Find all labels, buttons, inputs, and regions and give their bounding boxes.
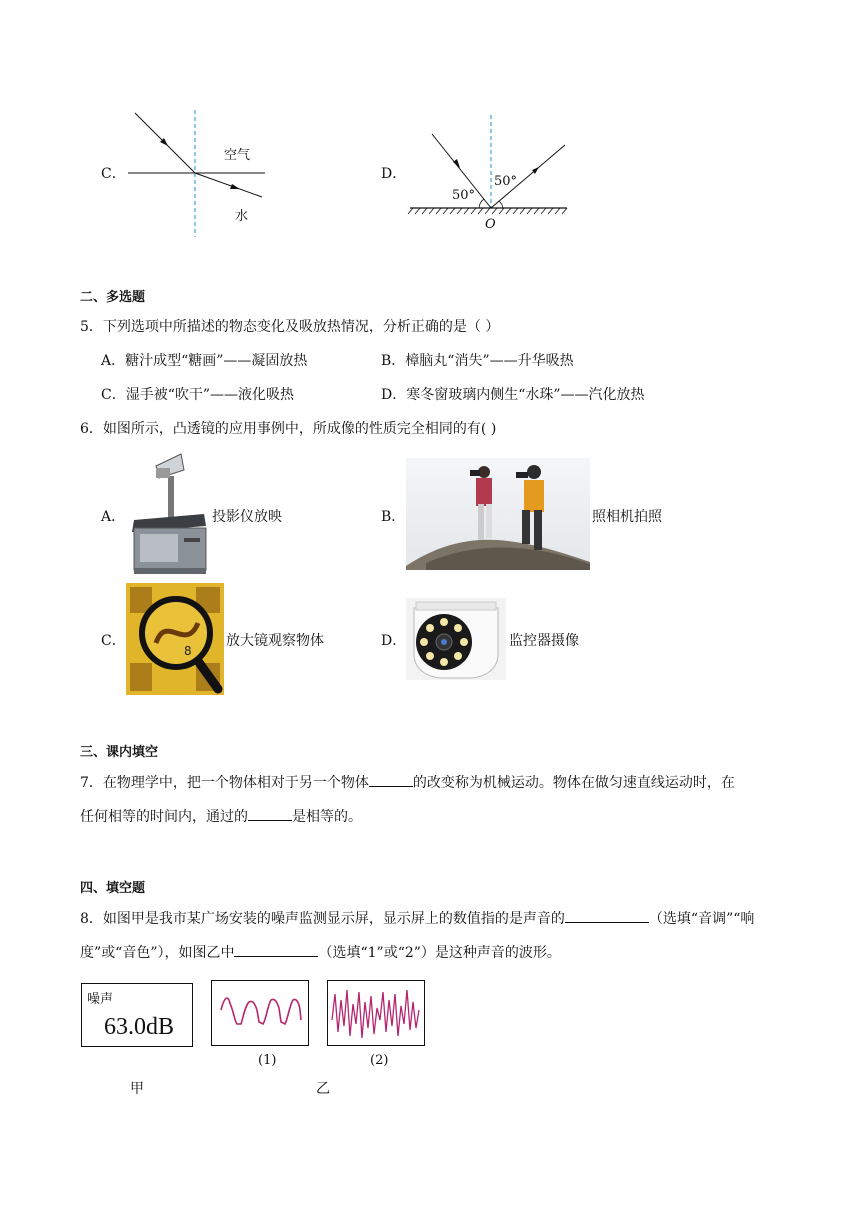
refraction-diagram xyxy=(120,105,280,240)
refracted-arrow xyxy=(230,184,240,189)
q5-option-c: C．湿手被“吹干”——液化吸热 xyxy=(101,387,295,403)
angle-right-label: 50° xyxy=(494,174,518,189)
q6-option-c-label: 放大镜观察物体 xyxy=(226,633,324,649)
angle-left-label: 50° xyxy=(452,188,476,203)
section-title-fill-in: 四、填空题 xyxy=(80,881,146,896)
waveform-1-label: (1) xyxy=(258,1053,277,1068)
q7-text-4: 是相等的。 xyxy=(292,809,362,825)
q8-text-2: （选填“音调”“响 xyxy=(648,911,755,927)
q8-text-1: 8．如图甲是我市某广场安装的噪声监测显示屏，显示屏上的数值指的是声音的 xyxy=(80,911,565,927)
mirror-hatching xyxy=(408,208,567,214)
q7-text-1: 7．在物理学中，把一个物体相对于另一个物体 xyxy=(80,775,369,791)
q6-option-a-letter: A． xyxy=(101,509,126,525)
noise-display xyxy=(81,983,193,1047)
q8-line-2 xyxy=(80,942,561,963)
q8-blank-1[interactable] xyxy=(565,908,649,923)
projector-image xyxy=(126,448,208,578)
figure-jia-label: 甲 xyxy=(130,1081,144,1097)
q5-option-a: A．糖汁成型“糖画”——凝固放热 xyxy=(101,353,308,369)
noise-display-value: 63.0dB xyxy=(104,1014,175,1040)
magnifier-image xyxy=(126,583,224,695)
q8-text-4: （选填“1”或“2”）是这种声音的波形。 xyxy=(318,945,561,961)
q6-option-d-letter: D． xyxy=(381,633,407,649)
figure-yi-label: 乙 xyxy=(316,1081,330,1097)
section-title-multiple-choice: 二、多选题 xyxy=(80,290,146,305)
q6-option-b-label: 照相机拍照 xyxy=(592,509,662,525)
photographers-image xyxy=(406,458,590,570)
reflected-arrow xyxy=(532,167,539,174)
q7-blank-2[interactable] xyxy=(248,806,292,821)
medium-water-label: 水 xyxy=(235,209,249,224)
q8-blank-2[interactable] xyxy=(234,942,318,957)
option-d-letter: D． xyxy=(381,166,407,182)
q8-line-1 xyxy=(80,908,754,929)
q5-option-b: B．樟脑丸“消失”——升华吸热 xyxy=(381,353,574,369)
reflection-diagram xyxy=(405,110,575,225)
q6-option-b-letter: B． xyxy=(381,509,406,525)
q6-option-d-label: 监控器摄像 xyxy=(509,633,579,649)
waveform-2 xyxy=(327,980,425,1046)
q6-option-c-letter: C． xyxy=(101,633,126,649)
q5-stem: 5．下列选项中所描述的物态变化及吸放热情况，分析正确的是（ ） xyxy=(80,319,500,335)
q6-option-a-label: 投影仪放映 xyxy=(212,509,282,525)
waveform-2-label: (2) xyxy=(370,1053,389,1068)
refracted-ray xyxy=(195,173,262,197)
incident-arrow xyxy=(453,159,460,168)
q7-text-2: 的改变称为机械运动。物体在做匀速直线运动时，在 xyxy=(412,775,735,791)
q7-blank-1[interactable] xyxy=(369,772,413,787)
q8-text-3: 度”或“音色”），如图乙中 xyxy=(80,945,235,961)
noise-display-label: 噪声 xyxy=(87,992,114,1007)
q7-line-1 xyxy=(80,772,735,793)
security-camera-image xyxy=(406,598,506,680)
waveform-1 xyxy=(211,980,309,1046)
point-o-label: O xyxy=(485,217,496,232)
section-title-in-class-fill: 三、课内填空 xyxy=(80,745,159,760)
option-c-letter: C． xyxy=(101,166,126,182)
q5-option-d: D．寒冬窗玻璃内侧生“水珠”——汽化放热 xyxy=(381,387,645,403)
q6-stem: 6．如图所示，凸透镜的应用事例中，所成像的性质完全相同的有( ) xyxy=(80,421,497,437)
q7-text-3: 任何相等的时间内，通过的 xyxy=(80,809,248,825)
q7-line-2 xyxy=(80,806,362,827)
svg-text:8: 8 xyxy=(184,644,192,658)
medium-air-label: 空气 xyxy=(224,148,251,163)
